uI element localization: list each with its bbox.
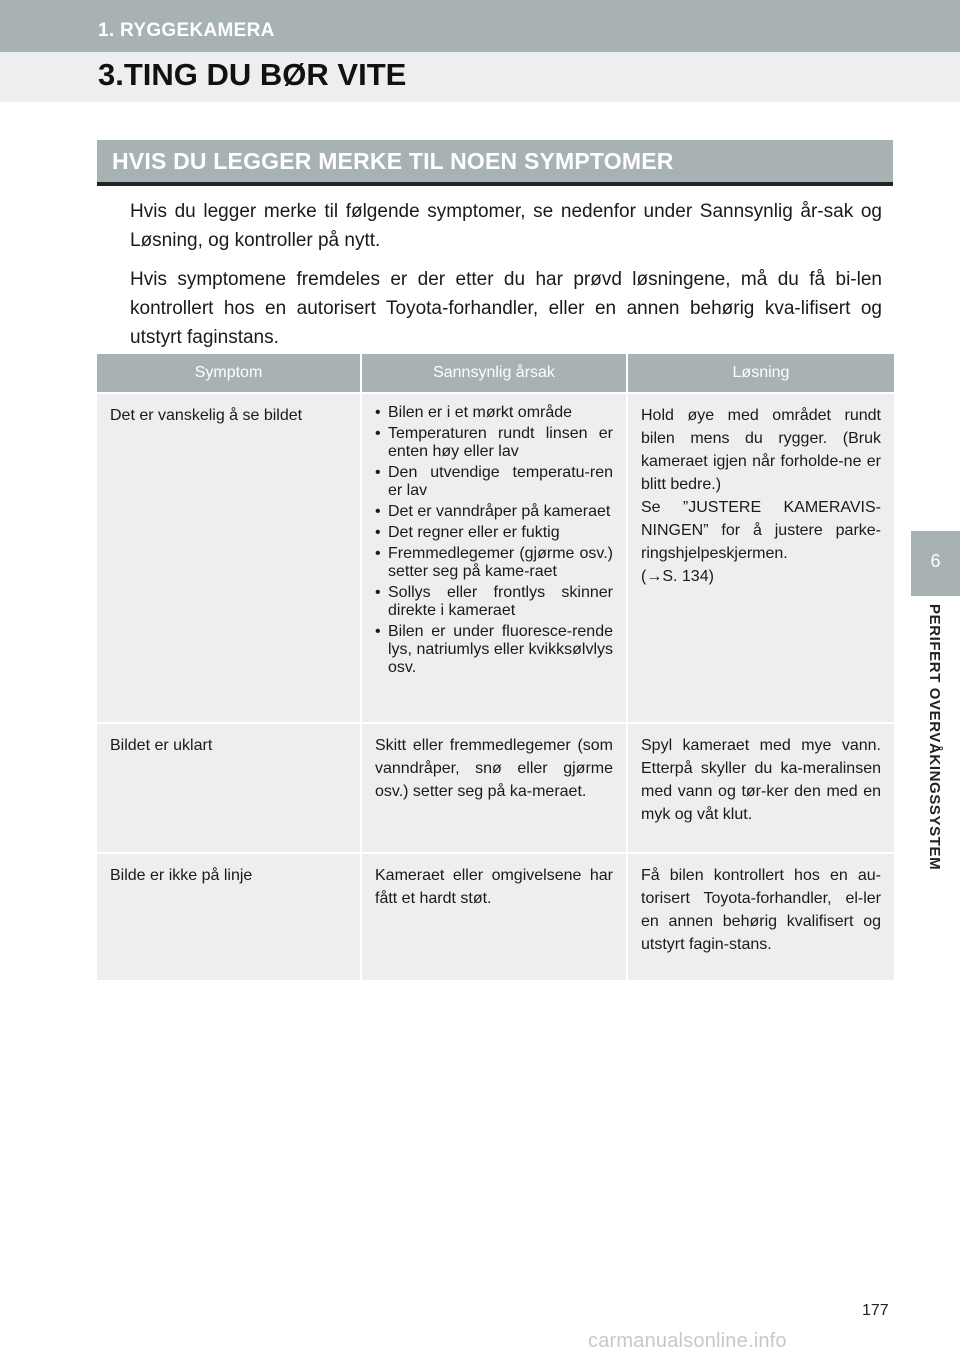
intro-paragraph: Hvis symptomene fremdeles er der etter du har prøvd løsningene, må du få bi-len kontrollert hos en autorisert Toyota-forhandler, eller en annen behørig kva-lifisert og utstyrt faginstans. <box>130 269 882 348</box>
table-row <box>97 722 894 852</box>
page-title: 3.TING DU BØR VITE <box>98 57 407 92</box>
symptom-table <box>97 354 894 980</box>
solution-cell: Få bilen kontrollert hos en au-torisert Toyota-forhandler, el-ler en annen behørig kvalifisert og utstyrt fagin-stans. <box>628 852 894 980</box>
page-number: 177 <box>862 1302 889 1319</box>
solution-cell <box>628 392 894 722</box>
table-row <box>97 852 894 980</box>
column-header-solution: Løsning <box>628 354 894 392</box>
intro-text <box>130 197 882 362</box>
chapter-side-label: PERIFERT OVERVÅKINGSSYSTEM <box>926 604 943 871</box>
cause-list-item: • Den utvendige temperatu-ren er lav <box>375 464 613 500</box>
table-row <box>97 392 894 722</box>
cause-list-item: • Det er vanndråper på kameraet <box>375 503 613 521</box>
symptom-cell: Bildet er uklart <box>97 722 362 852</box>
symptom-cell: Det er vanskelig å se bildet <box>97 392 362 722</box>
page-reference: (→S. 134) <box>641 568 714 585</box>
column-header-symptom: Symptom <box>97 354 362 392</box>
cause-cell: Skitt eller fremmedlegemer (som vanndråper, snø eller gjørme osv.) setter seg på ka-meraet. <box>362 722 628 852</box>
cause-list-item: • Fremmedlegemer (gjørme osv.) setter seg på kame-raet <box>375 545 613 581</box>
solution-text: Se ”JUSTERE KAMERAVIS-NINGEN” for å justere parke-ringshjelpeskjermen. <box>641 499 881 562</box>
chapter-tab-number: 6 <box>930 551 941 571</box>
cause-list-item: • Det regner eller er fuktig <box>375 524 613 542</box>
solution-text: Hold øye med området rundt bilen mens du rygger. (Bruk kameraet igjen når forholde-ne er blitt bedre.) <box>641 407 881 493</box>
chapter-tab <box>911 531 960 596</box>
watermark: carmanualsonline.info <box>588 1330 787 1352</box>
section-heading-bar <box>97 140 893 186</box>
cause-cell <box>362 392 628 722</box>
table-header-row <box>97 354 894 392</box>
intro-paragraph: Hvis du legger merke til følgende symptomer, se nedenfor under Sannsynlig år-sak og Løsning, og kontroller på nytt. <box>130 201 882 251</box>
cause-cell: Kameraet eller omgivelsene har fått et hardt støt. <box>362 852 628 980</box>
cause-list-item: • Temperaturen rundt linsen er enten høy eller lav <box>375 425 613 461</box>
symptom-cell: Bilde er ikke på linje <box>97 852 362 980</box>
cause-list-item: • Sollys eller frontlys skinner direkte i kameraet <box>375 584 613 620</box>
cause-list-item: • Bilen er i et mørkt område <box>375 404 613 422</box>
cause-list-item: • Bilen er under fluoresce-rende lys, natriumlys eller kvikksølvlys osv. <box>375 623 613 677</box>
section-title: HVIS DU LEGGER MERKE TIL NOEN SYMPTOMER <box>112 148 674 174</box>
column-header-cause: Sannsynlig årsak <box>362 354 628 392</box>
solution-cell: Spyl kameraet med mye vann. Etterpå skyller du ka-meralinsen med vann og tør-ker den med en myk og våt klut. <box>628 722 894 852</box>
chapter-label: 1. RYGGEKAMERA <box>98 20 275 41</box>
cause-list <box>375 404 613 677</box>
